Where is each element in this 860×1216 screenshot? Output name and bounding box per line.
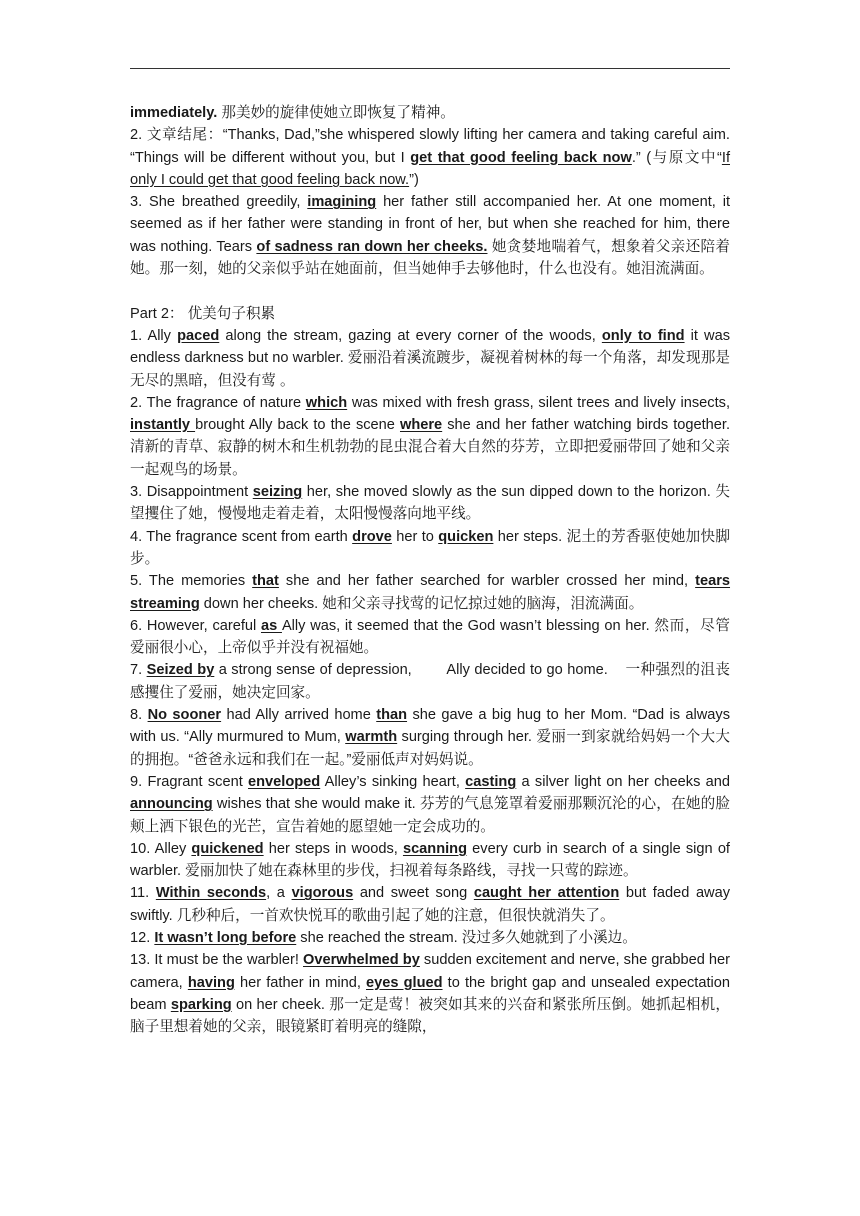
- blank-line: [130, 280, 730, 302]
- paragraph-1-end: immediately. 那美妙的旋律使她立即恢复了精神。: [130, 105, 455, 121]
- header-rule: [130, 68, 730, 69]
- sentence-6: 6. However, careful as Ally was, it seemed that the God wasn’t blessing on her. 然而，尽管爱丽很小心，上帝似乎并没有祝福她。: [130, 617, 730, 657]
- paragraph-2-ending: 2. 文章结尾：“Thanks, Dad,”she whispered slowly lifting her camera and taking careful aim. “Things will be different without you, but I get that good feeling back now.” (与原文中“If only I could get that good feeling back now.”): [130, 127, 730, 188]
- sentence-5: 5. The memories that she and her father searched for warbler crossed her mind, tears streaming down her cheeks. 她和父亲寻找莺的记忆掠过她的脑海，泪流满面。: [130, 573, 731, 612]
- paragraph-3: 3. She breathed greedily, imagining her father still accompanied her. At one moment, it seemed as if her father were standing in front of her, but when she reached for him, there was nothing. Tears of sadness ran down her cheeks. 她贪婪地喘着气，想象着父亲还陪着她。那一刻，她的父亲似乎站在她面前，但当她伸手去够他时，什么也没有。她泪流满面。: [130, 194, 731, 278]
- sentence-2: 2. The fragrance of nature which was mixed with fresh grass, silent trees and lively insects, instantly brought Ally back to the scene where she and her father watching birds together. 清新的青草、寂静的树木和生机勃勃的昆虫混合着大自然的芬芳，立即把爱丽带回了她和父亲一起观鸟的场景。: [130, 394, 731, 478]
- section-heading-part-2: Part 2： 优美句子积累: [130, 305, 276, 322]
- sentence-9: 9. Fragrant scent enveloped Alley’s sinking heart, casting a silver light on her cheeks and announcing wishes that she would make it. 芬芳的气息笼罩着爱丽那颗沉沦的心，在她的脸颊上洒下银色的光芒，宣告着她的愿望她一定会成功的。: [130, 773, 730, 835]
- sentence-3: 3. Disappointment seizing her, she moved slowly as the sun dipped down to the horizon. 失望攫住了她，慢慢地走着走着，太阳慢慢落向地平线。: [130, 484, 731, 523]
- sentence-12: 12. It wasn’t long before she reached the stream. 没过多久她就到了小溪边。: [130, 929, 637, 946]
- sentence-7: 7. Seized by a strong sense of depression, Ally decided to go home. 一种强烈的沮丧感攫住了爱丽，她决定回家。: [130, 662, 730, 701]
- document-body: [130, 102, 730, 1038]
- sentence-13: 13. It must be the warbler! Overwhelmed by sudden excitement and nerve, she grabbed her camera, having her father in mind, eyes glued to the bright gap and unsealed expectation beam sparking on her cheek. 那一定是莺！被突如其来的兴奋和紧张所压倒。她抓起相机，脑子里想着她的父亲，眼镜紧盯着明亮的缝隙，: [130, 952, 731, 1036]
- sentence-4: 4. The fragrance scent from earth drove her to quicken her steps. 泥土的芳香驱使她加快脚步。: [130, 528, 730, 567]
- sentence-11: 11. Within seconds, a vigorous and sweet song caught her attention but faded away swiftly. 几秒种后，一首欢快悦耳的歌曲引起了她的注意，但很快就消失了。: [130, 885, 731, 924]
- sentence-8: 8. No sooner had Ally arrived home than she gave a big hug to her Mom. “Dad is always with us. “Ally murmured to Mum, warmth surging through her. 爱丽一到家就给妈妈一个大大的拥抱。“爸爸永远和我们在一起。”爱丽低声对妈妈说。: [130, 707, 731, 768]
- sentence-10: 10. Alley quickened her steps in woods, scanning every curb in search of a single sign of warbler. 爱丽加快了她在森林里的步伐，扫视着每条路线，寻找一只莺的踪迹。: [130, 840, 730, 880]
- sentence-1: 1. Ally paced along the stream, gazing at every corner of the woods, only to find it was endless darkness but no warbler. 爱丽沿着溪流踱步，凝视着树林的每一个角落，却发现那是无尽的黑暗，但没有莺 。: [130, 327, 730, 389]
